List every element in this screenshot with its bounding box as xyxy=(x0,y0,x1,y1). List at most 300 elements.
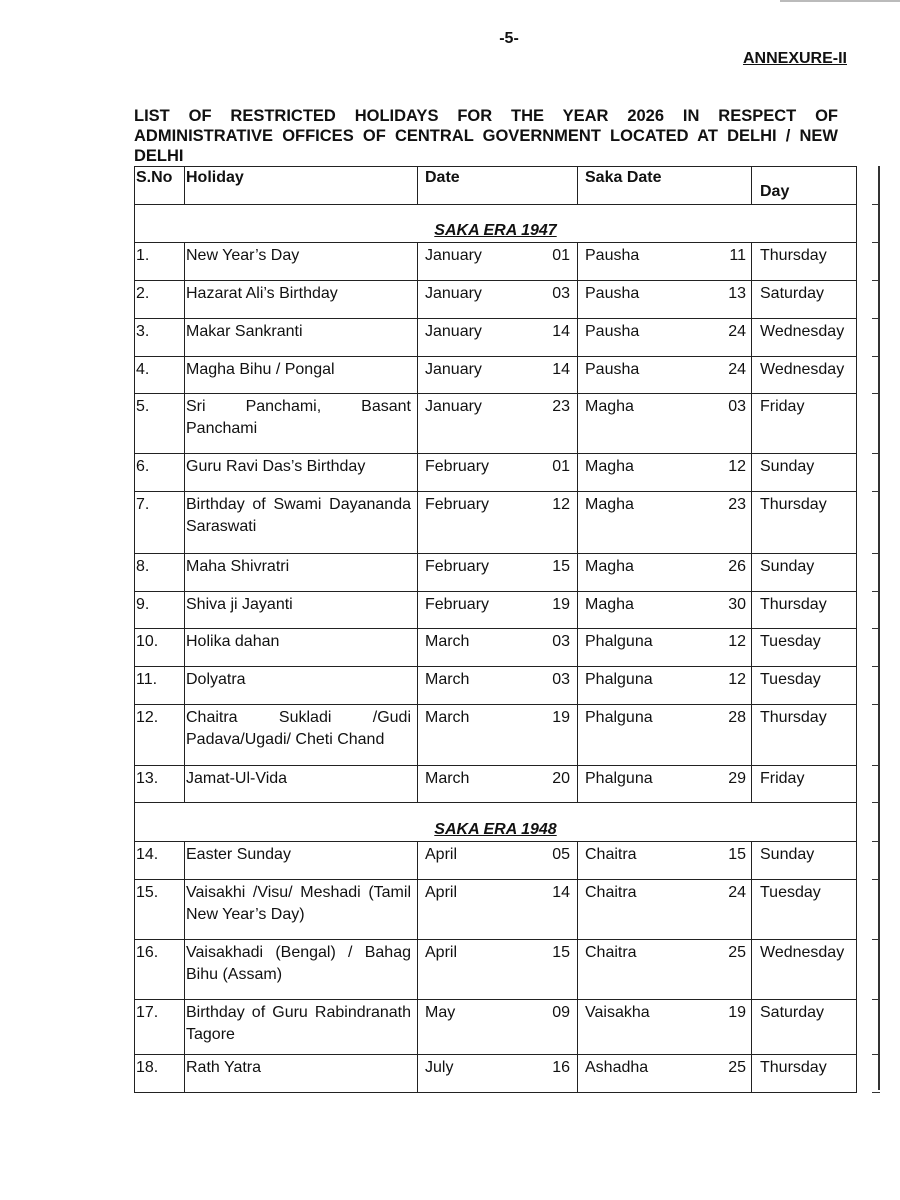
serial-number: 8. xyxy=(136,558,150,575)
margin-tick xyxy=(872,1054,880,1056)
gregorian-date xyxy=(418,454,577,478)
day-cell xyxy=(752,492,857,554)
saka-date-cell xyxy=(578,766,752,803)
margin-tick xyxy=(872,1092,880,1094)
saka-day: 28 xyxy=(728,709,746,726)
serial-number: 2. xyxy=(136,285,150,302)
column-header-date: Date xyxy=(418,167,578,205)
date-cell xyxy=(418,842,578,880)
annexure-label: ANNEXURE-II xyxy=(742,50,847,67)
table-row xyxy=(135,281,857,319)
holiday-cell xyxy=(185,492,418,554)
weekday: Thursday xyxy=(760,1059,827,1076)
saka-date xyxy=(578,766,751,790)
day-cell xyxy=(752,880,857,940)
saka-date-cell xyxy=(578,281,752,319)
day-cell xyxy=(752,940,857,1000)
saka-date-cell xyxy=(578,243,752,281)
gregorian-date xyxy=(418,766,577,790)
day-cell xyxy=(752,629,857,667)
serial-number: 10. xyxy=(136,633,159,650)
sno-cell xyxy=(135,454,185,492)
saka-month: Pausha xyxy=(585,323,640,340)
serial-number: 13. xyxy=(136,770,159,787)
day-cell xyxy=(752,281,857,319)
margin-tick xyxy=(872,841,880,843)
table-row xyxy=(135,1000,857,1055)
saka-date-cell xyxy=(578,357,752,394)
date-cell xyxy=(418,880,578,940)
gregorian-date xyxy=(418,667,577,691)
section-header-cell xyxy=(135,205,857,243)
weekday: Friday xyxy=(760,398,805,415)
gregorian-date xyxy=(418,319,577,343)
saka-date xyxy=(578,667,751,691)
gregorian-date xyxy=(418,629,577,653)
table-row xyxy=(135,667,857,705)
column-header-day: Day xyxy=(752,167,857,205)
holiday-cell xyxy=(185,281,418,319)
weekday: Thursday xyxy=(760,709,827,726)
saka-day: 24 xyxy=(728,323,746,340)
saka-date xyxy=(578,357,751,381)
day-number: 19 xyxy=(552,596,570,613)
serial-number: 3. xyxy=(136,323,150,340)
weekday: Sunday xyxy=(760,558,815,575)
table-row xyxy=(135,243,857,281)
sno-cell xyxy=(135,281,185,319)
holiday-cell xyxy=(185,454,418,492)
day-number: 01 xyxy=(552,247,570,264)
serial-number: 4. xyxy=(136,361,150,378)
weekday: Friday xyxy=(760,770,805,787)
gregorian-date xyxy=(418,554,577,578)
month: January xyxy=(425,285,482,302)
month: March xyxy=(425,770,470,787)
saka-date-cell xyxy=(578,629,752,667)
saka-month: Chaitra xyxy=(585,846,637,863)
day-number: 16 xyxy=(552,1059,570,1076)
holiday-cell xyxy=(185,766,418,803)
holiday-cell xyxy=(185,629,418,667)
holiday-cell xyxy=(185,243,418,281)
sno-cell xyxy=(135,880,185,940)
saka-date-cell xyxy=(578,1055,752,1093)
holiday-name: Makar Sankranti xyxy=(186,323,303,340)
table-header-row xyxy=(135,167,857,205)
day-number: 23 xyxy=(552,398,570,415)
saka-date xyxy=(578,243,751,267)
saka-date-cell xyxy=(578,705,752,766)
margin-tick xyxy=(872,765,880,767)
margin-tick xyxy=(872,491,880,493)
saka-day: 24 xyxy=(728,884,746,901)
table-row xyxy=(135,766,857,803)
saka-day: 15 xyxy=(728,846,746,863)
saka-date xyxy=(578,492,751,516)
gregorian-date xyxy=(418,281,577,305)
month: May xyxy=(425,1004,456,1021)
day-number: 12 xyxy=(552,496,570,513)
sno-cell xyxy=(135,357,185,394)
serial-number: 1. xyxy=(136,247,150,264)
day-number: 20 xyxy=(552,770,570,787)
holidays-table xyxy=(134,166,857,1093)
saka-day: 12 xyxy=(728,671,746,688)
day-number: 19 xyxy=(552,709,570,726)
saka-date xyxy=(578,281,751,305)
day-cell xyxy=(752,766,857,803)
day-number: 14 xyxy=(552,884,570,901)
serial-number: 17. xyxy=(136,1004,159,1021)
saka-date-cell xyxy=(578,454,752,492)
saka-day: 11 xyxy=(729,247,746,264)
saka-month: Pausha xyxy=(585,361,640,378)
saka-date-cell xyxy=(578,554,752,592)
date-cell xyxy=(418,667,578,705)
month: January xyxy=(425,398,482,415)
month: February xyxy=(425,496,490,513)
weekday: Thursday xyxy=(760,596,827,613)
table-row xyxy=(135,592,857,629)
day-cell xyxy=(752,454,857,492)
table-row xyxy=(135,454,857,492)
sno-cell xyxy=(135,1000,185,1055)
date-cell xyxy=(418,319,578,357)
page-number: -5- xyxy=(499,30,519,47)
day-number: 05 xyxy=(552,846,570,863)
saka-month: Chaitra xyxy=(585,944,637,961)
sno-cell xyxy=(135,592,185,629)
serial-number: 18. xyxy=(136,1059,159,1076)
saka-date-cell xyxy=(578,880,752,940)
gregorian-date xyxy=(418,357,577,381)
holiday-name: Shiva ji Jayanti xyxy=(186,596,293,613)
margin-tick xyxy=(872,666,880,668)
holiday-name: Holika dahan xyxy=(186,633,280,650)
day-cell xyxy=(752,1000,857,1055)
day-number: 15 xyxy=(552,944,570,961)
margin-tick xyxy=(872,939,880,941)
weekday: Saturday xyxy=(760,1004,825,1021)
margin-tick xyxy=(872,204,880,206)
day-cell xyxy=(752,243,857,281)
weekday: Sunday xyxy=(760,846,815,863)
table-row xyxy=(135,1055,857,1093)
margin-tick xyxy=(872,393,880,395)
table-row xyxy=(135,842,857,880)
day-number: 15 xyxy=(552,558,570,575)
holiday-name: Jamat-Ul-Vida xyxy=(186,770,288,787)
saka-date-cell xyxy=(578,592,752,629)
saka-month: Magha xyxy=(585,596,634,613)
day-number: 01 xyxy=(552,458,570,475)
sno-cell xyxy=(135,705,185,766)
table-row xyxy=(135,554,857,592)
saka-month: Phalguna xyxy=(585,709,653,726)
gregorian-date xyxy=(418,243,577,267)
sno-cell xyxy=(135,243,185,281)
gregorian-date xyxy=(418,592,577,616)
sno-cell xyxy=(135,629,185,667)
holiday-name: Birthday of Swami Dayananda Saraswati xyxy=(186,496,411,535)
holiday-cell xyxy=(185,554,418,592)
day-number: 14 xyxy=(552,361,570,378)
month: March xyxy=(425,671,470,688)
holiday-name: Vaisakhadi (Bengal) / Bahag Bihu (Assam) xyxy=(186,944,411,983)
margin-tick xyxy=(872,553,880,555)
holiday-name: Maha Shivratri xyxy=(186,558,290,575)
date-cell xyxy=(418,1000,578,1055)
sno-cell xyxy=(135,554,185,592)
month: January xyxy=(425,361,482,378)
table-row xyxy=(135,940,857,1000)
weekday: Sunday xyxy=(760,458,815,475)
day-cell xyxy=(752,394,857,454)
date-cell xyxy=(418,243,578,281)
saka-month: Vaisakha xyxy=(585,1004,650,1021)
saka-date xyxy=(578,880,751,904)
holiday-name: Dolyatra xyxy=(186,671,246,688)
saka-date-cell xyxy=(578,1000,752,1055)
gregorian-date xyxy=(418,394,577,418)
weekday: Saturday xyxy=(760,285,825,302)
table-row xyxy=(135,705,857,766)
gregorian-date xyxy=(418,880,577,904)
serial-number: 15. xyxy=(136,884,159,901)
holiday-name: Rath Yatra xyxy=(186,1059,262,1076)
holiday-cell xyxy=(185,667,418,705)
weekday: Wednesday xyxy=(760,944,845,961)
saka-date xyxy=(578,394,751,418)
saka-day: 23 xyxy=(728,496,746,513)
table-row xyxy=(135,880,857,940)
gregorian-date xyxy=(418,705,577,729)
date-cell xyxy=(418,281,578,319)
saka-day: 03 xyxy=(728,398,746,415)
serial-number: 16. xyxy=(136,944,159,961)
table-row xyxy=(135,357,857,394)
table-row xyxy=(135,394,857,454)
saka-month: Ashadha xyxy=(585,1059,649,1076)
sno-cell xyxy=(135,394,185,454)
weekday: Wednesday xyxy=(760,361,845,378)
date-cell xyxy=(418,554,578,592)
sno-cell xyxy=(135,766,185,803)
saka-day: 24 xyxy=(728,361,746,378)
saka-day: 26 xyxy=(728,558,746,575)
saka-month: Pausha xyxy=(585,285,640,302)
saka-date xyxy=(578,554,751,578)
margin-tick xyxy=(872,802,880,804)
holiday-name: New Year’s Day xyxy=(186,247,300,264)
margin-tick xyxy=(872,356,880,358)
holiday-name: Easter Sunday xyxy=(186,846,291,863)
sno-cell xyxy=(135,667,185,705)
saka-month: Phalguna xyxy=(585,770,653,787)
saka-month: Pausha xyxy=(585,247,640,264)
month: April xyxy=(425,884,458,901)
day-cell xyxy=(752,592,857,629)
saka-month: Phalguna xyxy=(585,671,653,688)
margin-tick xyxy=(872,879,880,881)
month: April xyxy=(425,846,458,863)
holiday-cell xyxy=(185,940,418,1000)
saka-date-cell xyxy=(578,842,752,880)
serial-number: 6. xyxy=(136,458,150,475)
weekday: Thursday xyxy=(760,496,827,513)
saka-month: Phalguna xyxy=(585,633,653,650)
saka-day: 25 xyxy=(728,1059,746,1076)
holiday-cell xyxy=(185,592,418,629)
gregorian-date xyxy=(418,1055,577,1079)
day-cell xyxy=(752,319,857,357)
date-cell xyxy=(418,1055,578,1093)
margin-tick xyxy=(872,628,880,630)
holiday-name: Sri Panchami, Basant Panchami xyxy=(186,398,411,437)
saka-date xyxy=(578,629,751,653)
margin-tick xyxy=(872,242,880,244)
month: March xyxy=(425,633,470,650)
sno-cell xyxy=(135,842,185,880)
holiday-cell xyxy=(185,394,418,454)
weekday: Tuesday xyxy=(760,671,821,688)
day-number: 03 xyxy=(552,285,570,302)
gregorian-date xyxy=(418,842,577,866)
scan-edge-line xyxy=(780,0,900,2)
date-cell xyxy=(418,492,578,554)
date-cell xyxy=(418,454,578,492)
holiday-name: Magha Bihu / Pongal xyxy=(186,361,335,378)
holiday-cell xyxy=(185,842,418,880)
holiday-name: Hazarat Ali’s Birthday xyxy=(186,285,338,302)
saka-date xyxy=(578,842,751,866)
holiday-name: Guru Ravi Das’s Birthday xyxy=(186,458,366,475)
sno-cell xyxy=(135,1055,185,1093)
serial-number: 11. xyxy=(136,671,158,688)
holiday-cell xyxy=(185,1055,418,1093)
table-row xyxy=(135,492,857,554)
day-cell xyxy=(752,667,857,705)
sno-cell xyxy=(135,319,185,357)
saka-date xyxy=(578,454,751,478)
table-row xyxy=(135,629,857,667)
table-row xyxy=(135,319,857,357)
day-cell xyxy=(752,1055,857,1093)
serial-number: 14. xyxy=(136,846,159,863)
saka-month: Magha xyxy=(585,398,634,415)
weekday: Wednesday xyxy=(760,323,845,340)
saka-month: Chaitra xyxy=(585,884,637,901)
saka-day: 12 xyxy=(728,458,746,475)
weekday: Thursday xyxy=(760,247,827,264)
saka-era-label: SAKA ERA 1947 xyxy=(434,222,557,239)
month: March xyxy=(425,709,470,726)
document-title: LIST OF RESTRICTED HOLIDAYS FOR THE YEAR 2026 IN RESPECT OF ADMINISTRATIVE OFFICES OF CENTRAL GOVERNMENT LOCATED AT DELHI / NEW DELHI xyxy=(134,107,838,165)
column-header-sno: S.No xyxy=(135,167,185,205)
margin-tick xyxy=(872,704,880,706)
saka-date-cell xyxy=(578,940,752,1000)
saka-month: Magha xyxy=(585,496,634,513)
gregorian-date xyxy=(418,1000,577,1024)
holiday-name: Vaisakhi /Visu/ Meshadi (Tamil New Year’s Day) xyxy=(186,884,411,923)
column-header-saka-date: Saka Date xyxy=(578,167,752,205)
saka-day: 29 xyxy=(728,770,746,787)
weekday: Tuesday xyxy=(760,633,821,650)
serial-number: 5. xyxy=(136,398,150,415)
section-header-cell xyxy=(135,803,857,842)
date-cell xyxy=(418,592,578,629)
weekday: Tuesday xyxy=(760,884,821,901)
day-number: 09 xyxy=(552,1004,570,1021)
saka-date xyxy=(578,705,751,729)
holiday-name: Birthday of Guru Rabindranath Tagore xyxy=(186,1004,411,1043)
month: February xyxy=(425,558,490,575)
saka-date-cell xyxy=(578,394,752,454)
margin-tick xyxy=(872,591,880,593)
holiday-name: Chaitra Sukladi /Gudi Padava/Ugadi/ Cheti Chand xyxy=(186,709,411,748)
date-cell xyxy=(418,357,578,394)
saka-date xyxy=(578,1000,751,1024)
section-header-row xyxy=(135,803,857,842)
margin-tick xyxy=(872,453,880,455)
saka-day: 19 xyxy=(728,1004,746,1021)
month: July xyxy=(425,1059,454,1076)
holiday-cell xyxy=(185,705,418,766)
saka-date xyxy=(578,319,751,343)
saka-day: 30 xyxy=(728,596,746,613)
holiday-cell xyxy=(185,357,418,394)
month: February xyxy=(425,458,490,475)
day-number: 03 xyxy=(552,633,570,650)
month: January xyxy=(425,323,482,340)
saka-date-cell xyxy=(578,667,752,705)
date-cell xyxy=(418,705,578,766)
margin-tick xyxy=(872,280,880,282)
gregorian-date xyxy=(418,940,577,964)
section-header-row xyxy=(135,205,857,243)
day-number: 14 xyxy=(552,323,570,340)
sno-cell xyxy=(135,492,185,554)
saka-date xyxy=(578,940,751,964)
date-cell xyxy=(418,766,578,803)
serial-number: 7. xyxy=(136,496,150,513)
saka-era-label: SAKA ERA 1948 xyxy=(434,821,557,838)
month: April xyxy=(425,944,458,961)
saka-month: Magha xyxy=(585,558,634,575)
serial-number: 12. xyxy=(136,709,159,726)
saka-day: 25 xyxy=(728,944,746,961)
saka-date xyxy=(578,1055,751,1079)
month: January xyxy=(425,247,482,264)
day-cell xyxy=(752,357,857,394)
column-header-holiday: Holiday xyxy=(185,167,418,205)
month: February xyxy=(425,596,490,613)
day-cell xyxy=(752,842,857,880)
date-cell xyxy=(418,629,578,667)
day-cell xyxy=(752,705,857,766)
saka-date-cell xyxy=(578,492,752,554)
sno-cell xyxy=(135,940,185,1000)
margin-tick xyxy=(872,999,880,1001)
day-cell xyxy=(752,554,857,592)
serial-number: 9. xyxy=(136,596,150,613)
saka-month: Magha xyxy=(585,458,634,475)
day-number: 03 xyxy=(552,671,570,688)
date-cell xyxy=(418,940,578,1000)
holiday-cell xyxy=(185,319,418,357)
saka-date-cell xyxy=(578,319,752,357)
